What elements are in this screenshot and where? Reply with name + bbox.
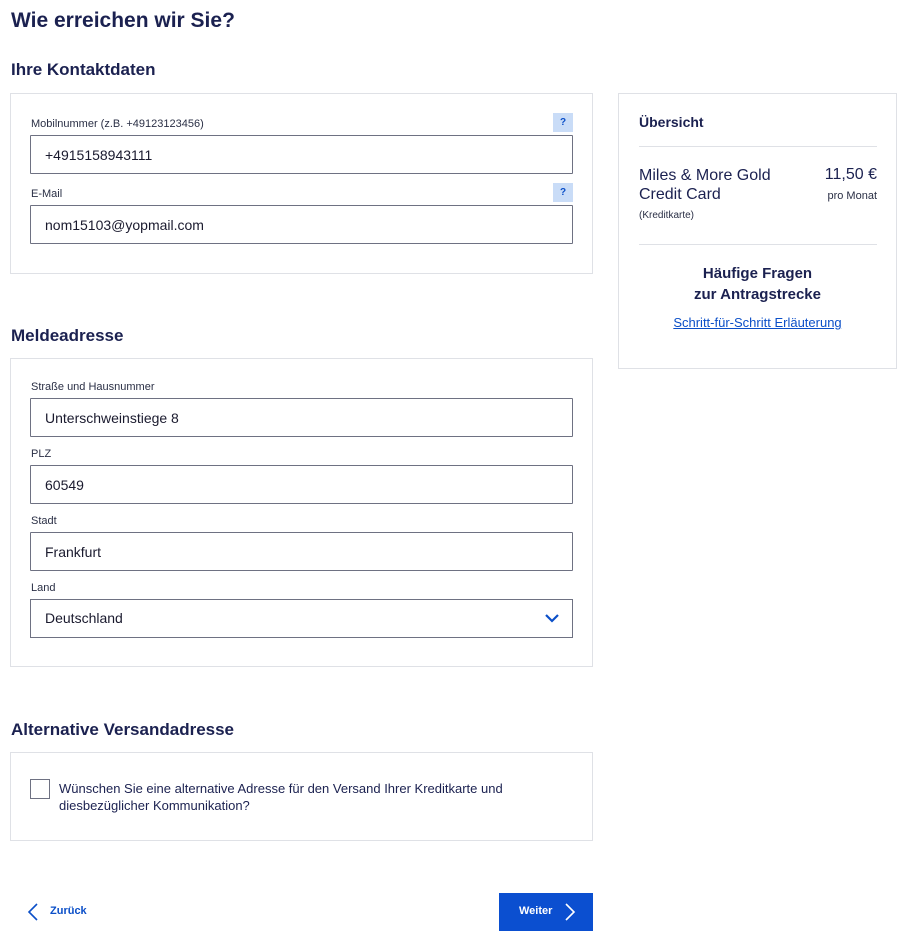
country-label: Land [31,582,56,594]
city-input[interactable] [30,532,573,571]
shipping-section-heading: Alternative Versandadresse [11,720,235,739]
email-help-button[interactable]: ? [553,183,573,202]
address-section-heading: Meldeadresse [11,326,124,345]
country-select-value: Deutschland [45,610,123,626]
overview-title: Übersicht [639,114,704,130]
mobile-input[interactable] [30,135,573,174]
shipping-card [10,752,593,841]
price-period: pro Monat [827,190,877,202]
zip-label: PLZ [31,448,52,460]
street-label: Straße und Hausnummer [31,381,155,393]
overview-divider-bottom [639,244,877,245]
faq-title-line1: Häufige Fragen [702,265,813,282]
city-label: Stadt [31,515,57,527]
chevron-left-icon [26,902,40,922]
mobile-label: Mobilnummer (z.B. +49123123456) [31,118,204,130]
email-label: E-Mail [31,188,63,200]
zip-input[interactable] [30,465,573,504]
page-title: Wie erreichen wir Sie? [11,9,235,32]
alternative-address-checkbox[interactable] [30,779,50,799]
mobile-help-button[interactable]: ? [553,113,573,132]
address-card [10,358,593,667]
faq-title-line2: zur Antragstrecke [694,286,821,303]
back-button-label: Zurück [50,905,87,917]
faq-title [619,263,896,305]
next-button[interactable] [499,893,593,931]
overview-divider-top [639,146,877,147]
chevron-down-icon [544,612,560,624]
street-input[interactable] [30,398,573,437]
product-price: 11,50 € [824,166,877,183]
alternative-address-label[interactable]: Wünschen Sie eine alternative Adresse für den Versand Ihrer Kreditkarte und diesbezüglicher Kommunikation? [59,781,503,813]
chevron-right-icon [564,902,576,922]
contact-card [10,93,593,274]
next-button-label: Weiter [519,905,553,917]
product-name: Miles & More Gold Credit Card [639,167,771,203]
overview-card [618,93,897,369]
faq-link[interactable]: Schritt-für-Schritt Erläuterung [673,315,842,330]
contact-section-heading: Ihre Kontaktdaten [11,60,156,79]
country-select[interactable] [30,599,573,638]
product-type: (Kreditkarte) [639,210,695,221]
email-input[interactable] [30,205,573,244]
